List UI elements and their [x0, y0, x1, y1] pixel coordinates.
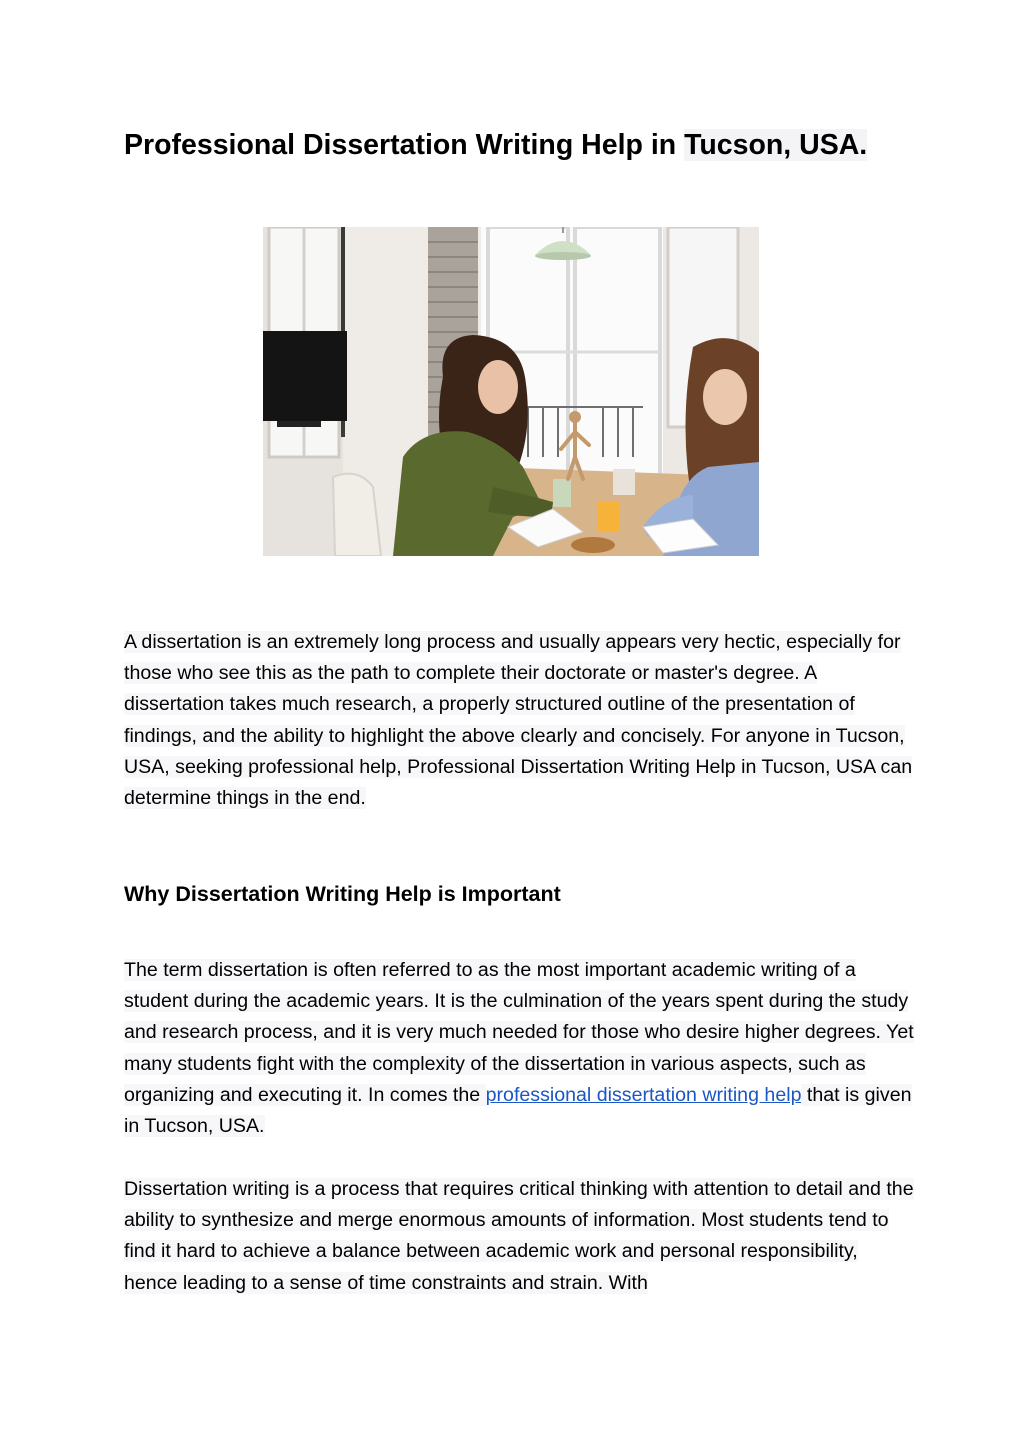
students-studying-photo: [263, 227, 759, 556]
importance-paragraph: [124, 955, 914, 1142]
intro-paragraph: [124, 627, 914, 814]
importance-paragraph-end: that is given in Tucson, USA.: [124, 1083, 912, 1138]
title-location-text: Tucson, USA.: [684, 129, 868, 161]
page-title: [124, 124, 867, 166]
section-heading: Why Dissertation Writing Help is Important: [124, 882, 561, 906]
professional-help-link[interactable]: professional dissertation writing help: [485, 1083, 802, 1106]
process-paragraph: [124, 1174, 914, 1299]
intro-paragraph-text: A dissertation is an extremely long process and usually appears very hectic, especially for those who see this as the path to complete their doctorate or master's degree. A dissertation takes much research, a properly structured outline of the presentation of findings, and the ability to highlight the above clearly and concisely. For anyone in Tucson, USA, seeking professional help, Professional Dissertation Writing Help in Tucson, USA can determine things in the end.: [124, 631, 913, 810]
process-paragraph-text: Dissertation writing is a process that requires critical thinking with attention to detail and the ability to synthesize and merge enormous amounts of information. Most students tend to find it hard to achieve a balance between academic work and personal responsibility, hence leading to a sense of time constraints and strain. With: [124, 1178, 914, 1294]
title-main-text: Professional Dissertation Writing Help in: [124, 129, 685, 161]
importance-paragraph-text: The term dissertation is often referred to as the most important academic writing of a student during the academic years. It is the culmination of the years spent during the study and research process, and it is very much needed for those who desire higher degrees. Yet many students fight with the complexity of the dissertation in various aspects, such as organizing and executing it. In comes the: [124, 959, 914, 1106]
